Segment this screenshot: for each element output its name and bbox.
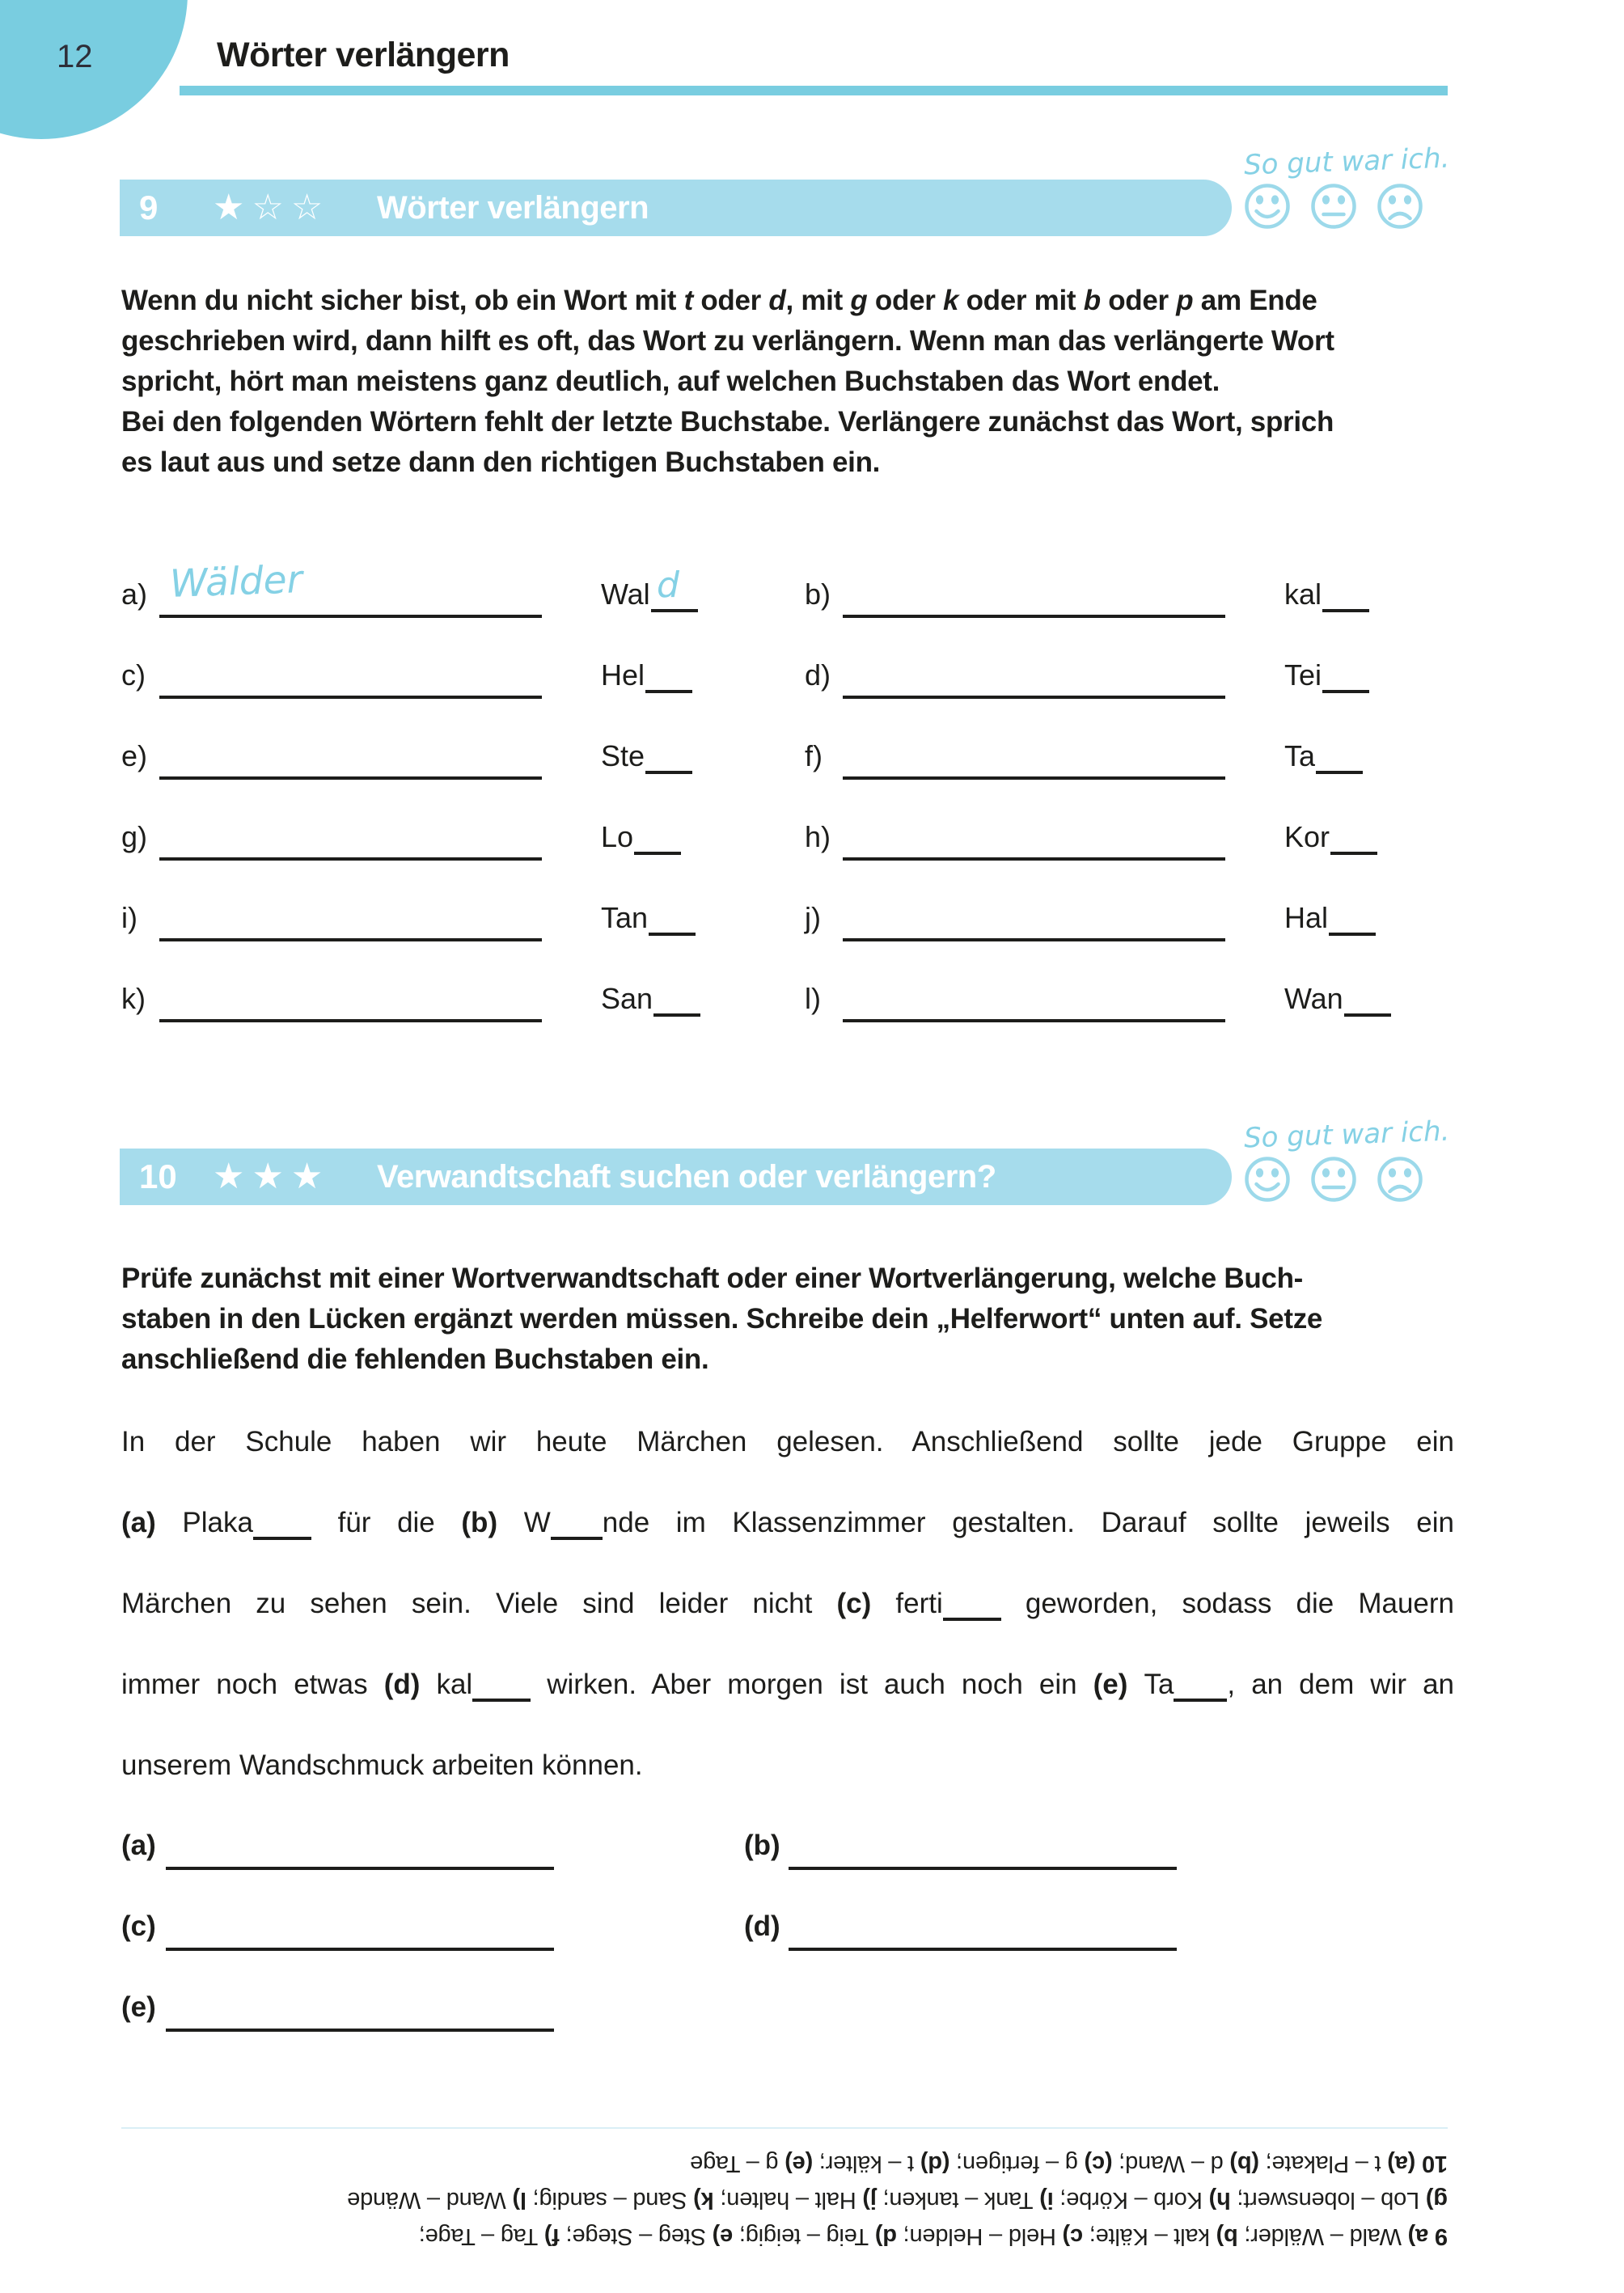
- text-segment: Korb – Körbe;: [1053, 2187, 1203, 2213]
- answer-write-line[interactable]: [843, 938, 1225, 941]
- missing-letter-blank[interactable]: [645, 750, 692, 774]
- answer-write-line[interactable]: [159, 1019, 542, 1022]
- cloze-line: [121, 1745, 1454, 1786]
- text-segment: h): [1202, 2187, 1231, 2213]
- exercise10-title: Verwandtschaft suchen oder verlängern?: [377, 1159, 996, 1195]
- text-segment: l): [505, 2187, 527, 2213]
- exercise10-number: 10: [139, 1157, 177, 1195]
- text-segment: (e): [1093, 1669, 1144, 1700]
- answer-write-line[interactable]: [843, 1019, 1225, 1022]
- smiley-rating: [1244, 1156, 1454, 1203]
- cloze-blank[interactable]: [472, 1677, 531, 1702]
- text-segment: g: [850, 285, 868, 316]
- exercise9-item: [803, 736, 1418, 794]
- text-segment: (d): [383, 1669, 437, 1700]
- missing-letter-blank[interactable]: [1322, 669, 1369, 693]
- text-segment: unserem Wandschmuck arbeiten können.: [121, 1749, 643, 1781]
- missing-letter-blank[interactable]: [1330, 831, 1377, 855]
- exercise10-instruction-line: [121, 1299, 1454, 1339]
- cloze-blank[interactable]: [253, 1516, 311, 1540]
- item-label: (d): [744, 1910, 780, 1942]
- answer-key-upside-down: [121, 2145, 1448, 2254]
- item-stem: Ta: [1284, 739, 1363, 774]
- item-label: g): [121, 820, 148, 853]
- text-segment: Plaka: [182, 1507, 253, 1538]
- text-segment: Tag – Tage;: [418, 2223, 539, 2249]
- item-label: c): [121, 658, 146, 692]
- exercise9-item: [803, 655, 1418, 713]
- answer-write-line[interactable]: [159, 696, 542, 699]
- page-title: Wörter verlängern: [217, 36, 510, 74]
- exercise9-title: Wörter verlängern: [377, 190, 649, 226]
- text-segment: g – fertigen;: [949, 2151, 1078, 2177]
- text-segment: Held – Helden;: [896, 2223, 1056, 2249]
- cloze-blank[interactable]: [551, 1516, 603, 1540]
- item-label: i): [121, 901, 137, 934]
- exercise10-answer-item: [742, 1830, 1309, 1886]
- text-segment: oder mit: [958, 285, 1084, 316]
- item-stem: Tei: [1284, 658, 1369, 693]
- item-stem: Lo: [601, 820, 681, 855]
- cloze-line: [121, 1584, 1454, 1624]
- answer-write-line[interactable]: [789, 1867, 1177, 1870]
- answer-key-line: [121, 2181, 1448, 2218]
- item-label: (b): [744, 1830, 780, 1861]
- text-segment: (b): [461, 1507, 524, 1538]
- text-segment: Lob – lobenswert;: [1230, 2187, 1420, 2213]
- item-label: (e): [121, 1991, 156, 2023]
- text-segment: kal: [436, 1669, 473, 1700]
- text-segment: W: [523, 1507, 551, 1538]
- exercise9-item: [120, 655, 734, 713]
- exercise9-item: [803, 817, 1418, 875]
- text-segment: (c): [1077, 2151, 1113, 2177]
- text-segment: d – Wand;: [1112, 2151, 1224, 2177]
- neutral-smiley-icon[interactable]: [1310, 1156, 1357, 1203]
- exercise9-instruction-line: [121, 442, 1454, 483]
- exercise10-answer-item: [120, 1910, 686, 1967]
- exercise10-difficulty-stars: ★★★: [213, 1157, 331, 1196]
- text-segment: b): [1209, 2223, 1238, 2249]
- cloze-line: [121, 1503, 1454, 1543]
- item-label: b): [805, 577, 831, 611]
- feedback-label: So gut war ich.: [1243, 142, 1451, 182]
- text-segment: für die: [311, 1507, 462, 1538]
- missing-letter-blank[interactable]: [645, 669, 692, 693]
- cloze-line: [121, 1665, 1454, 1705]
- text-segment: k): [687, 2187, 714, 2213]
- text-segment: f): [538, 2223, 560, 2249]
- item-label: h): [805, 820, 831, 853]
- text-segment: Halt – halten;: [713, 2187, 856, 2213]
- text-segment: spricht, hört man meistens ganz deutlich, auf welchen Buchstaben das Wort endet.: [121, 366, 1220, 397]
- exercise9-difficulty-stars: ★☆☆: [213, 188, 331, 227]
- item-label: (a): [121, 1830, 156, 1861]
- exercise9-instruction-line: [121, 402, 1454, 442]
- text-segment: Tank – tanken;: [876, 2187, 1034, 2213]
- text-segment: (d): [914, 2151, 950, 2177]
- exercise9-item: [803, 979, 1418, 1037]
- text-segment: oder: [1100, 285, 1177, 316]
- cloze-blank[interactable]: [943, 1597, 1001, 1621]
- exercise9-banner: [120, 180, 1232, 236]
- item-stem: Tan: [601, 901, 696, 936]
- answer-write-line[interactable]: [159, 857, 542, 861]
- missing-letter-blank[interactable]: [1322, 588, 1369, 612]
- text-segment: (e): [778, 2151, 814, 2177]
- handwritten-answer-waelder: Wälder: [169, 557, 303, 607]
- text-segment: (b): [1223, 2151, 1260, 2177]
- text-segment: g – Tage: [690, 2151, 779, 2177]
- text-segment: geschrieben wird, dann hilft es oft, das Wort zu verlängern. Wenn man das verlängerte Wort: [121, 325, 1334, 357]
- exercise9-item: [120, 979, 734, 1037]
- text-segment: j): [856, 2187, 877, 2213]
- text-segment: Märchen zu sehen sein. Viele sind leider nicht: [121, 1588, 837, 1619]
- text-segment: 9 a): [1401, 2223, 1448, 2249]
- exercise10-answer-item: [120, 1830, 686, 1886]
- missing-letter-blank[interactable]: [649, 912, 696, 936]
- exercise10-answer-item: [742, 1910, 1309, 1967]
- exercise10-feedback: [1243, 1115, 1454, 1203]
- text-segment: t – kälter;: [813, 2151, 915, 2177]
- text-segment: Sand – sandig;: [526, 2187, 687, 2213]
- item-stem: kal: [1284, 577, 1369, 612]
- text-segment: In der Schule haben wir heute Märchen gelesen. Anschließend sollte jede Gruppe ein: [121, 1426, 1454, 1457]
- exercise9-item: [803, 574, 1418, 632]
- text-segment: nde im Klassenzimmer gestalten. Darauf sollte jeweils ein: [602, 1507, 1454, 1538]
- item-label: f): [805, 739, 823, 772]
- cloze-blank[interactable]: [1174, 1677, 1227, 1702]
- text-segment: am Ende: [1193, 285, 1317, 316]
- cloze-line: [121, 1422, 1454, 1462]
- text-segment: ferti: [895, 1588, 943, 1619]
- text-segment: e): [705, 2223, 734, 2249]
- text-segment: 10 (a): [1381, 2151, 1448, 2177]
- text-segment: Bei den folgenden Wörtern fehlt der letzte Buchstabe. Verlängere zunächst das Wort, sprich: [121, 406, 1334, 438]
- text-segment: t – Plakate;: [1259, 2151, 1381, 2177]
- item-label: l): [805, 982, 821, 1015]
- exercise9-item: [120, 898, 734, 956]
- exercise9-instruction-line: [121, 362, 1454, 402]
- text-segment: Wenn du nicht sicher bist, ob ein Wort mit: [121, 285, 684, 316]
- answer-write-line[interactable]: [166, 2029, 554, 2032]
- sad-smiley-icon[interactable]: [1377, 1156, 1423, 1203]
- missing-letter-blank[interactable]: [1329, 912, 1376, 936]
- happy-smiley-icon[interactable]: [1244, 183, 1291, 230]
- answer-write-line[interactable]: [159, 776, 542, 780]
- answer-write-line[interactable]: [159, 615, 542, 618]
- text-segment: p: [1176, 285, 1194, 316]
- text-segment: Steg – Stege;: [559, 2223, 706, 2249]
- smiley-rating: [1244, 183, 1454, 230]
- text-segment: b: [1083, 285, 1101, 316]
- exercise10-answer-item: [120, 1991, 686, 2048]
- item-stem: Wan: [1284, 982, 1391, 1017]
- item-stem: San: [601, 982, 700, 1017]
- item-stem: Hal: [1284, 901, 1376, 936]
- text-segment: g): [1419, 2187, 1448, 2213]
- exercise9-item: [803, 898, 1418, 956]
- answer-write-line[interactable]: [159, 938, 542, 941]
- text-segment: staben in den Lücken ergänzt werden müssen. Schreibe dein „Helferwort“ unten auf. Setze: [121, 1303, 1323, 1335]
- answer-key-line: [121, 2145, 1448, 2181]
- neutral-smiley-icon[interactable]: [1310, 183, 1357, 230]
- happy-smiley-icon[interactable]: [1244, 1156, 1291, 1203]
- exercise9-feedback: [1243, 142, 1454, 230]
- feedback-label: So gut war ich.: [1243, 1115, 1451, 1155]
- text-segment: c): [1055, 2223, 1084, 2249]
- item-stem: Kor: [1284, 820, 1377, 855]
- answer-write-line[interactable]: [843, 857, 1225, 861]
- text-segment: Teig – teigig;: [733, 2223, 869, 2249]
- exercise9-number: 9: [139, 188, 159, 226]
- text-segment: Prüfe zunächst mit einer Wortverwandtschaft oder einer Wortverlängerung, welche Buch-: [121, 1263, 1304, 1294]
- exercise9-item: [120, 817, 734, 875]
- text-segment: Wand – Wände: [347, 2187, 506, 2213]
- item-label: j): [805, 901, 821, 934]
- text-segment: d): [869, 2223, 897, 2249]
- text-segment: immer noch etwas: [121, 1669, 384, 1700]
- exercise9-instruction-line: [121, 321, 1454, 362]
- answer-write-line[interactable]: [843, 696, 1225, 699]
- exercise10-instruction-line: [121, 1339, 1454, 1380]
- answer-write-line[interactable]: [166, 1948, 554, 1951]
- page-number-circle: [0, 0, 188, 139]
- item-label: a): [121, 577, 148, 611]
- item-label: e): [121, 739, 148, 772]
- exercise10-banner: [120, 1149, 1232, 1205]
- item-label: d): [805, 658, 831, 692]
- text-segment: i): [1033, 2187, 1054, 2213]
- text-segment: Wald – Wälder;: [1237, 2223, 1402, 2249]
- text-segment: anschließend die fehlenden Buchstaben ein.: [121, 1343, 709, 1375]
- answer-write-line[interactable]: [166, 1867, 554, 1870]
- answer-write-line[interactable]: [843, 615, 1225, 618]
- text-segment: , an dem wir an: [1227, 1669, 1454, 1700]
- text-segment: k: [942, 285, 959, 316]
- text-segment: (c): [836, 1588, 896, 1619]
- handwritten-letter-d: d: [657, 565, 679, 606]
- exercise10-instruction-line: [121, 1259, 1454, 1299]
- answer-write-line[interactable]: [843, 776, 1225, 780]
- answer-key-line: [121, 2218, 1448, 2254]
- item-label: k): [121, 982, 146, 1015]
- item-stem: Ste: [601, 739, 692, 774]
- text-segment: oder: [867, 285, 943, 316]
- text-segment: kalt – Kälte;: [1083, 2223, 1210, 2249]
- footer-separator: [121, 2127, 1448, 2129]
- exercise9-item: [120, 736, 734, 794]
- answer-write-line[interactable]: [789, 1948, 1177, 1951]
- text-segment: d: [768, 285, 786, 316]
- page-number: 12: [57, 39, 93, 74]
- item-stem: Wal: [601, 577, 698, 612]
- missing-letter-blank[interactable]: [1344, 992, 1391, 1017]
- text-segment: t: [683, 285, 693, 316]
- header-rule: [180, 86, 1448, 95]
- sad-smiley-icon[interactable]: [1377, 183, 1423, 230]
- text-segment: Ta: [1144, 1669, 1174, 1700]
- text-segment: es laut aus und setze dann den richtigen Buchstaben ein.: [121, 446, 881, 478]
- missing-letter-blank[interactable]: [653, 992, 700, 1017]
- exercise9-instruction-line: [121, 281, 1454, 321]
- text-segment: oder: [692, 285, 769, 316]
- text-segment: , mit: [785, 285, 851, 316]
- text-segment: (a): [121, 1507, 183, 1538]
- item-label: (c): [121, 1910, 156, 1942]
- text-segment: geworden, sodass die Mauern: [1000, 1588, 1454, 1619]
- missing-letter-blank[interactable]: [634, 831, 681, 855]
- item-stem: Hel: [601, 658, 692, 693]
- missing-letter-blank[interactable]: [1316, 750, 1363, 774]
- text-segment: wirken. Aber morgen ist auch noch ein: [531, 1669, 1093, 1700]
